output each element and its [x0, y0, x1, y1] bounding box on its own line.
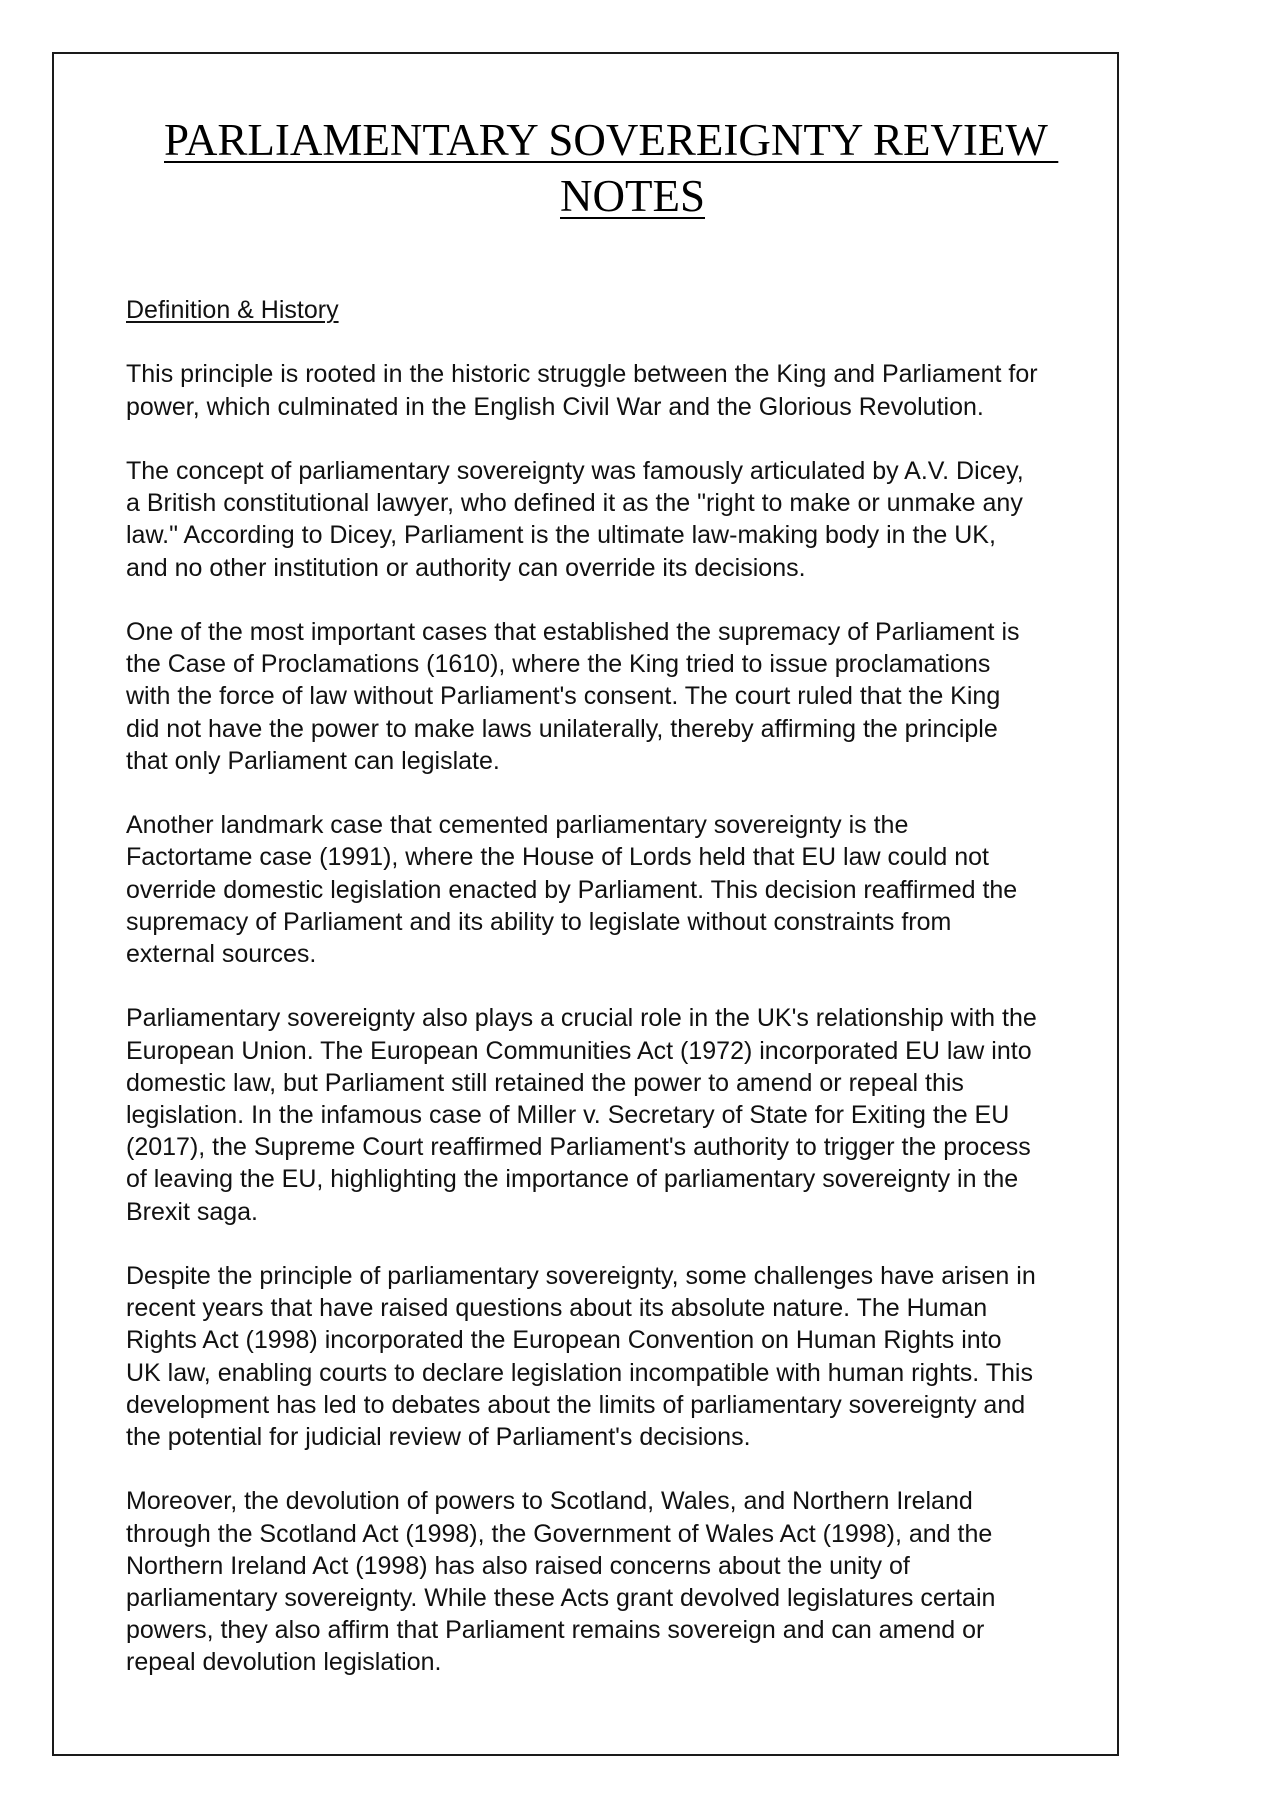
text-line: UK law, enabling courts to declare legislation incompatible with human rights. This [126, 1358, 1033, 1387]
text-line: did not have the power to make laws unilaterally, thereby affirming the principle [126, 714, 998, 743]
document-body [126, 294, 1126, 1711]
paragraph-devolution [126, 1485, 1126, 1678]
text-line: European Union. The European Communities Act (1972) incorporated EU law into [126, 1036, 1032, 1065]
text-line: Another landmark case that cemented parliamentary sovereignty is the [126, 811, 909, 840]
text-line: Brexit saga. [126, 1197, 259, 1226]
text-line: repeal devolution legislation. [126, 1648, 442, 1677]
text-line: power, which culminated in the English Civil War and the Glorious Revolution. [126, 392, 984, 421]
text-line: law." According to Dicey, Parliament is the ultimate law-making body in the UK, [126, 521, 996, 550]
document-title-line-1: PARLIAMENTARY SOVEREIGNTY REVIEW [164, 115, 1059, 165]
text-line: legislation. In the infamous case of Miller v. Secretary of State for Exiting the EU [126, 1101, 1010, 1129]
text-line: Moreover, the devolution of powers to Scotland, Wales, and Northern Ireland [126, 1487, 973, 1516]
text-line: external sources. [126, 940, 317, 968]
text-line: One of the most important cases that established the supremacy of Parliament is [126, 617, 1020, 646]
text-line: powers, they also affirm that Parliament remains sovereign and can amend or [126, 1616, 985, 1645]
paragraph-human-rights-act [126, 1260, 1126, 1453]
text-line: through the Scotland Act (1998), the Government of Wales Act (1998), and the [126, 1519, 993, 1548]
text-line: of leaving the EU, highlighting the importance of parliamentary sovereignty in the [126, 1165, 1019, 1194]
paragraph-factortame [126, 809, 1126, 970]
text-line: Parliamentary sovereignty also plays a crucial role in the UK's relationship with the [126, 1004, 1037, 1033]
text-line: Factortame case (1991), where the House of Lords held that EU law could not [126, 843, 989, 872]
text-line: development has led to debates about the limits of parliamentary sovereignty and [126, 1390, 1026, 1419]
text-line: with the force of law without Parliament's consent. The court ruled that the King [126, 682, 1001, 711]
text-line: Northern Ireland Act (1998) has also raised concerns about the unity of [126, 1551, 910, 1580]
text-line: domestic law, but Parliament still retained the power to amend or repeal this [126, 1068, 964, 1097]
text-line: the Case of Proclamations (1610), where the King tried to issue proclamations [126, 650, 991, 679]
paragraph-dicey [126, 455, 1126, 584]
paragraph-eu-relationship [126, 1002, 1126, 1227]
text-line: recent years that have raised questions about its absolute nature. The Human [126, 1294, 988, 1323]
text-line: Rights Act (1998) incorporated the European Convention on Human Rights into [126, 1326, 1002, 1355]
text-line: (2017), the Supreme Court reaffirmed Parliament's authority to trigger the process [126, 1133, 1031, 1162]
text-line: This principle is rooted in the historic struggle between the King and Parliament for [126, 360, 1038, 389]
text-line: The concept of parliamentary sovereignty was famously articulated by A.V. Dicey, [126, 456, 1024, 485]
text-line: a British constitutional lawyer, who defined it as the "right to make or unmake any [126, 489, 1023, 518]
section-heading: Definition & History [126, 296, 339, 324]
text-line: supremacy of Parliament and its ability to legislate without constraints from [126, 907, 952, 936]
paragraph-history-struggle [126, 358, 1126, 422]
text-line: and no other institution or authority can override its decisions. [126, 553, 806, 582]
text-line: the potential for judicial review of Parliament's decisions. [126, 1423, 751, 1452]
text-line: parliamentary sovereignty. While these Acts grant devolved legislatures certain [126, 1584, 996, 1613]
document-title-line-2: NOTES [560, 171, 705, 221]
text-line: override domestic legislation enacted by Parliament. This decision reaffirmed the [126, 875, 1018, 904]
paragraph-case-of-proclamations [126, 616, 1126, 777]
text-line: that only Parliament can legislate. [126, 746, 500, 775]
text-line: Despite the principle of parliamentary sovereignty, some challenges have arisen in [126, 1262, 1036, 1290]
